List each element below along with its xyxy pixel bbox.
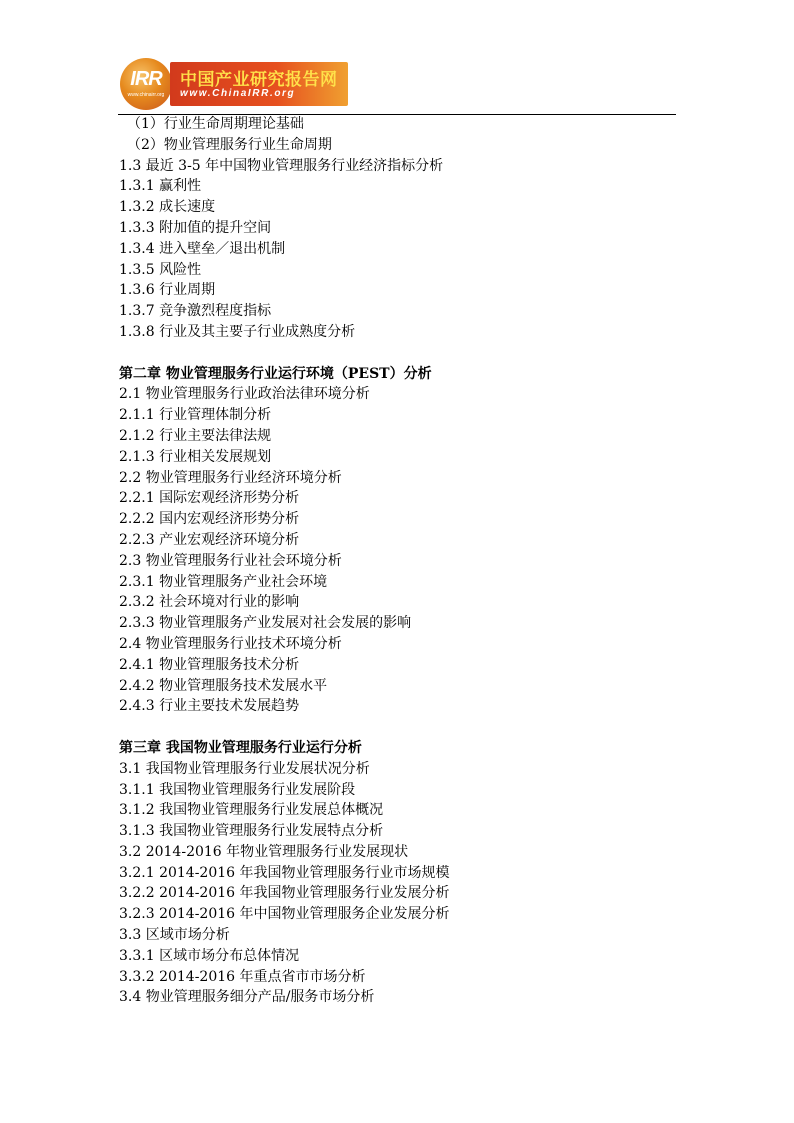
toc-item: 2.2.1 国际宏观经济形势分析 [119,490,300,507]
toc-item: 3.3.1 区域市场分布总体情况 [119,947,300,964]
toc-item: 3.4 物业管理服务细分产品/服务市场分析 [119,989,375,1006]
toc-item: 3.3 区域市场分析 [119,927,230,944]
chapter-heading: 第三章 我国物业管理服务行业运行分析 [119,739,362,756]
logo-url: www.ChinaIRR.org [180,88,296,99]
toc-item: 2.1.1 行业管理体制分析 [119,407,272,424]
toc-item: 2.1 物业管理服务行业政治法律环境分析 [119,386,370,403]
toc-item: 2.4.1 物业管理服务技术分析 [119,656,300,673]
toc-item: 2.2.2 国内宏观经济形势分析 [119,511,300,528]
toc-item: 2.4 物业管理服务行业技术环境分析 [119,635,342,652]
toc-item: （2）物业管理服务行业生命周期 [127,136,332,153]
toc-item: 1.3.4 进入壁垒／退出机制 [119,240,286,257]
toc-item: 1.3.6 行业周期 [119,282,216,299]
logo-title: 中国产业研究报告网 [180,70,338,90]
toc-item: 2.3.3 物业管理服务产业发展对社会发展的影响 [119,615,412,632]
table-of-contents [119,114,679,1008]
toc-item: 1.3.7 竞争激烈程度指标 [119,303,272,320]
toc-item: 2.2.3 产业宏观经济环境分析 [119,531,300,548]
chapter-heading: 第二章 物业管理服务行业运行环境（PEST）分析 [119,365,432,382]
logo-small-url: www.chinairr.org [127,92,165,98]
toc-item: 2.3.2 社会环境对行业的影响 [119,594,300,611]
blank-line [119,717,679,738]
logo-banner [170,62,348,106]
toc-item: 2.2 物业管理服务行业经济环境分析 [119,469,342,486]
toc-item: 3.1.2 我国物业管理服务行业发展总体概况 [119,802,384,819]
toc-item: 3.1.3 我国物业管理服务行业发展特点分析 [119,823,384,840]
blank-line [119,343,679,364]
toc-item: 3.2.1 2014-2016 年我国物业管理服务行业市场规模 [119,864,450,881]
toc-item: 3.1 我国物业管理服务行业发展状况分析 [119,760,370,777]
toc-item: 3.2.2 2014-2016 年我国物业管理服务行业发展分析 [119,885,450,902]
toc-item: （1）行业生命周期理论基础 [127,116,304,132]
toc-item: 1.3.8 行业及其主要子行业成熟度分析 [119,323,356,340]
toc-item: 2.1.2 行业主要法律法规 [119,427,272,444]
toc-item: 1.3.1 赢利性 [119,178,202,195]
toc-item: 3.3.2 2014-2016 年重点省市市场分析 [119,968,366,985]
toc-item: 2.3 物业管理服务行业社会环境分析 [119,552,342,569]
toc-item: 3.1.1 我国物业管理服务行业发展阶段 [119,781,356,798]
toc-item: 1.3.5 风险性 [119,261,202,278]
toc-item: 3.2 2014-2016 年物业管理服务行业发展现状 [119,843,409,860]
page-header [118,56,676,115]
toc-item: 2.4.2 物业管理服务技术发展水平 [119,677,328,694]
toc-item: 2.4.3 行业主要技术发展趋势 [119,698,300,715]
toc-item: 2.3.1 物业管理服务产业社会环境 [119,573,328,590]
toc-item: 1.3.3 附加值的提升空间 [119,219,272,236]
toc-item: 1.3.2 成长速度 [119,199,216,216]
toc-item: 1.3 最近 3-5 年中国物业管理服务行业经济指标分析 [119,157,444,174]
logo-emblem [120,58,172,110]
toc-item: 2.1.3 行业相关发展规划 [119,448,272,465]
logo [118,56,348,111]
logo-abbr: IRR [130,68,162,90]
toc-item: 3.2.3 2014-2016 年中国物业管理服务企业发展分析 [119,906,450,923]
